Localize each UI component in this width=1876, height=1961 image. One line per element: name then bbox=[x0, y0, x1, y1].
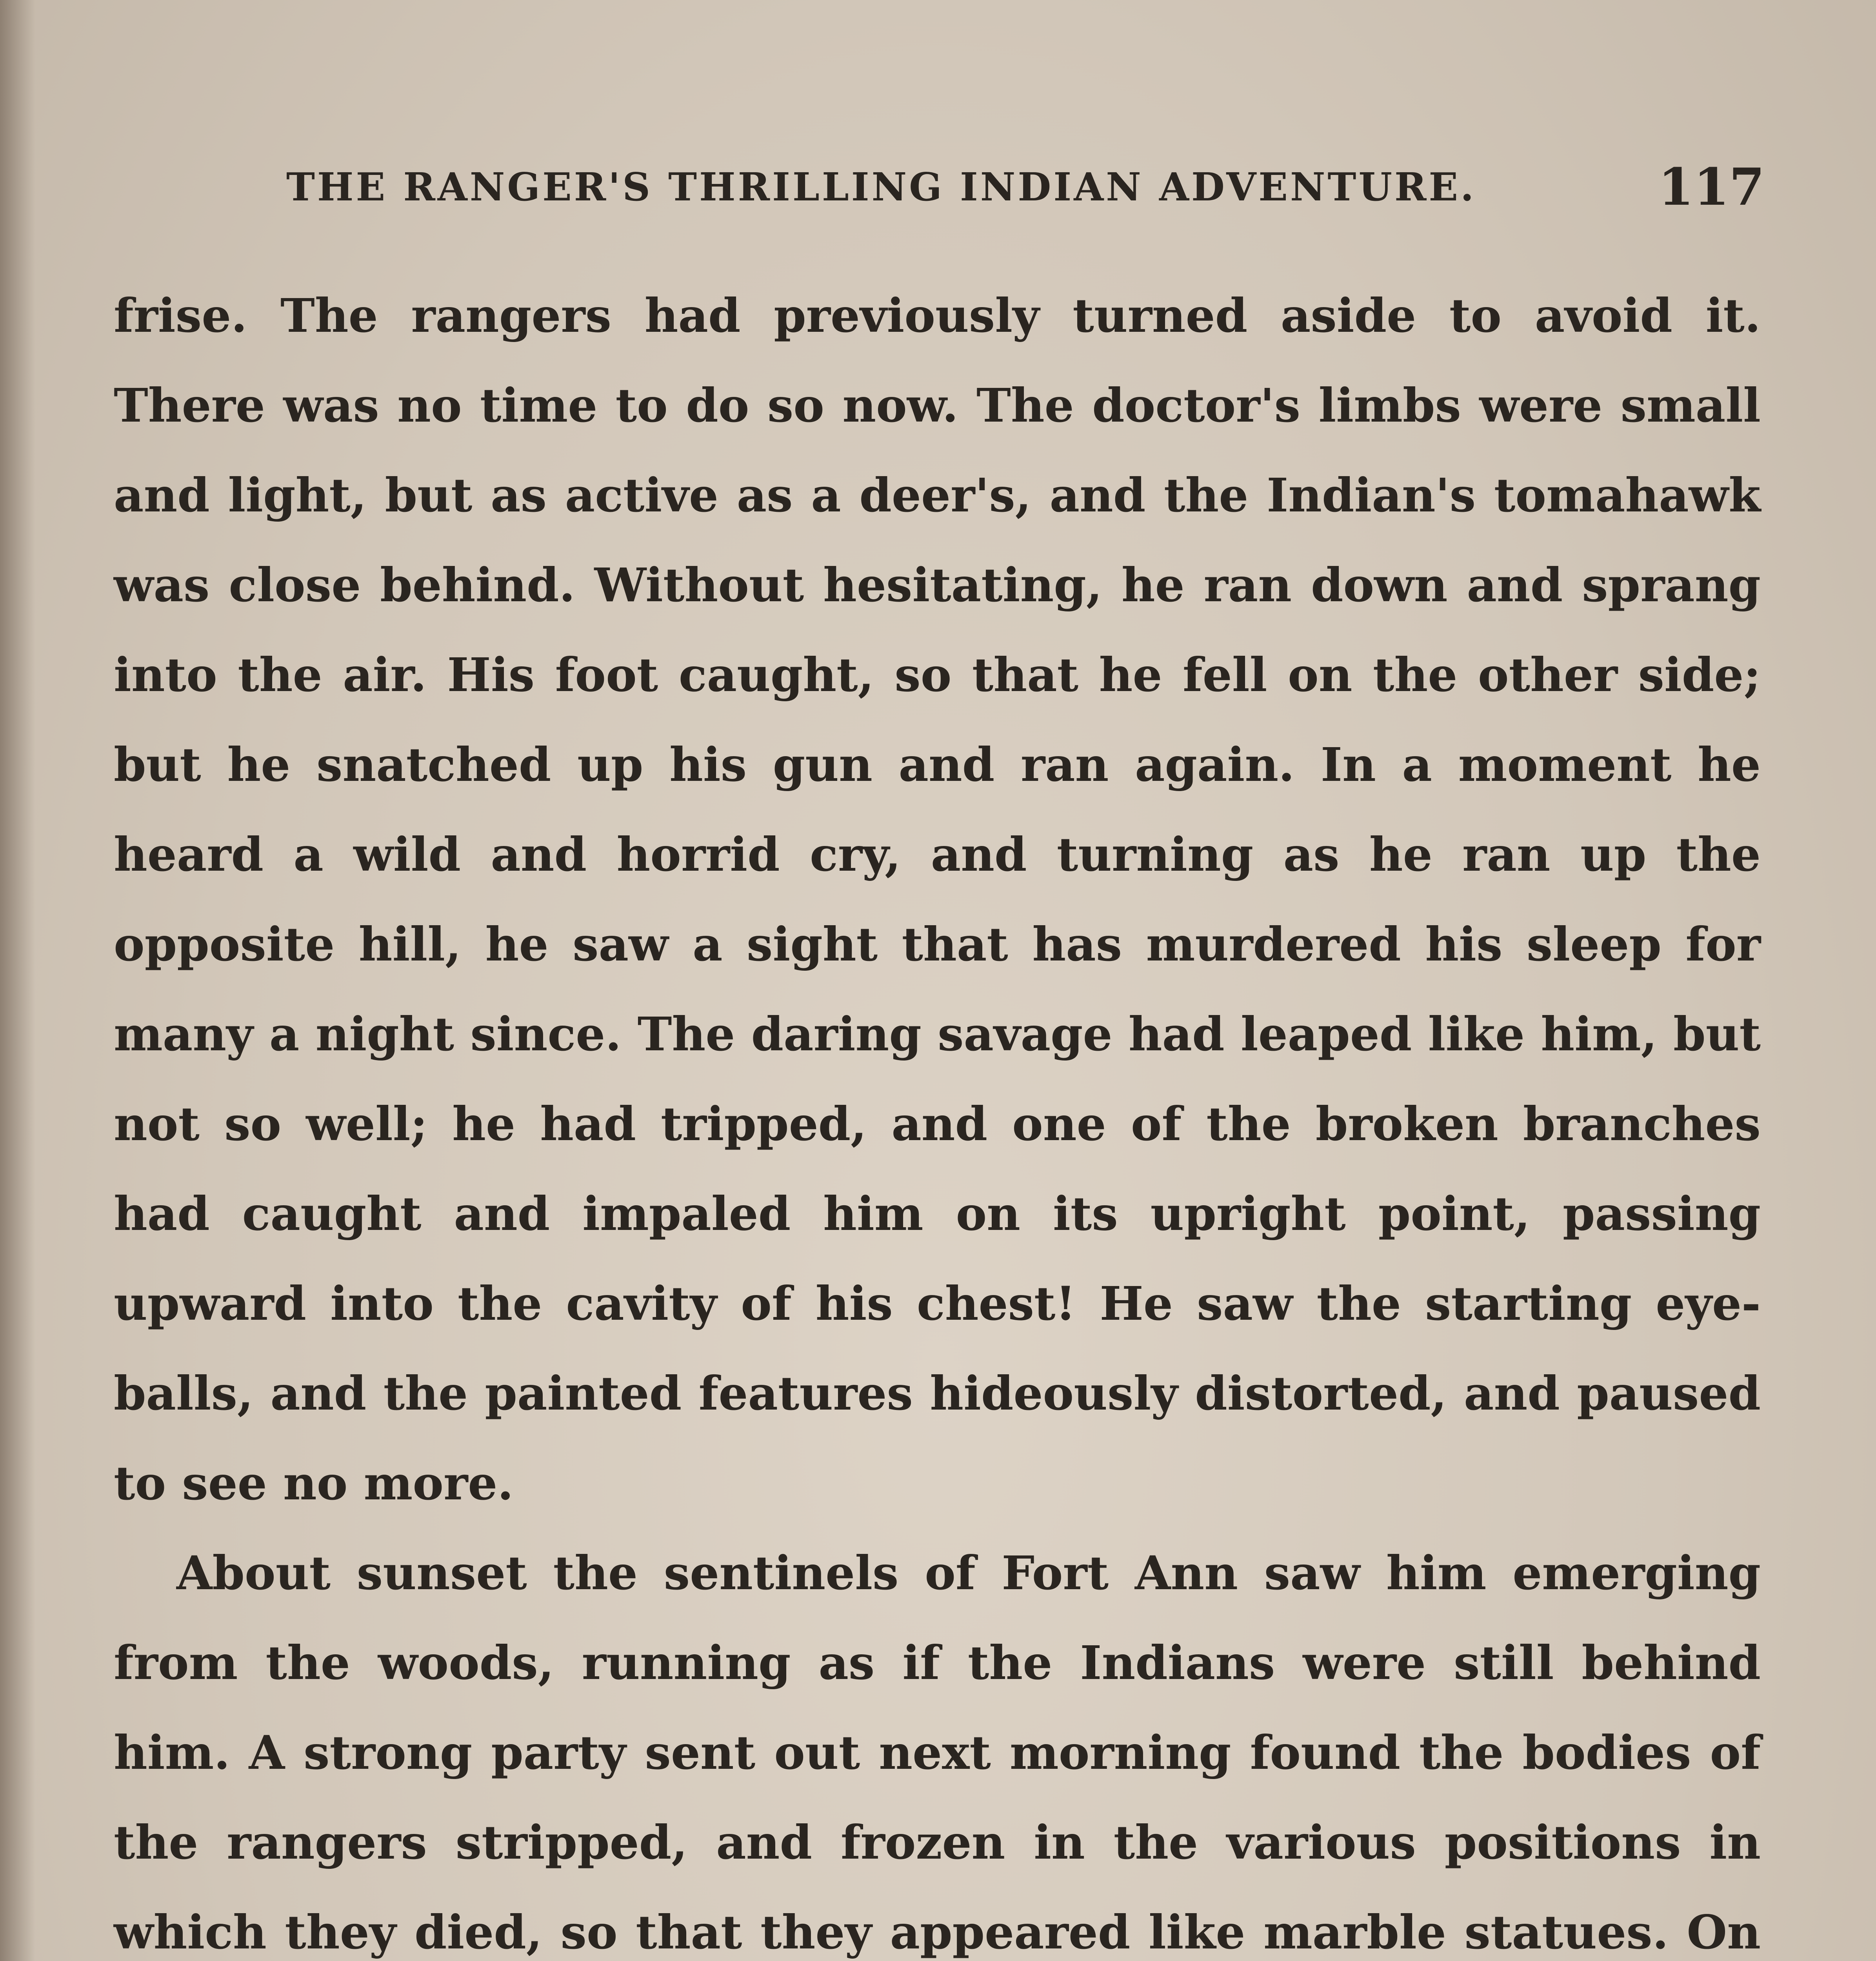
page-edge-shadow bbox=[0, 0, 35, 1961]
paragraph-2: About sunset the sentinels of Fort Ann saw him emerging from the woods, running as if the Indians were still behind him. A strong party sent out next morning found the bodies of the rangers stripped, and frozen in the various positions in which they died, so that they appeared like marble statues. On bbox=[114, 1546, 1761, 1959]
page-header bbox=[274, 153, 1765, 231]
body-text bbox=[114, 271, 1761, 1961]
page-number: 117 bbox=[1658, 157, 1765, 217]
paragraph-1: frise. The rangers had previously turned aside to avoid it. There was no time to do so now. The doctor's limbs were small and light, but as active as a deer's, and the Indian's tomahawk was close behind. Without hesitating, he ran down and sprang into the air. His foot caught, so that he fell on the other side; but he snatched up his gun and ran again. In a moment he heard a wild and horrid cry, and turning as he ran up the opposite hill, he saw a sight that has murdered his sleep for many a night since. The daring savage had leaped like him, but not so well; he had tripped, and one of the broken branches had caught and impaled him on its upright point, passing upward into the cavity of his chest! He saw the starting eye-balls, and the painted features hideously distorted, and paused to see no more. bbox=[114, 288, 1761, 1510]
running-title: THE RANGER'S THRILLING INDIAN ADVENTURE. bbox=[286, 165, 1476, 210]
